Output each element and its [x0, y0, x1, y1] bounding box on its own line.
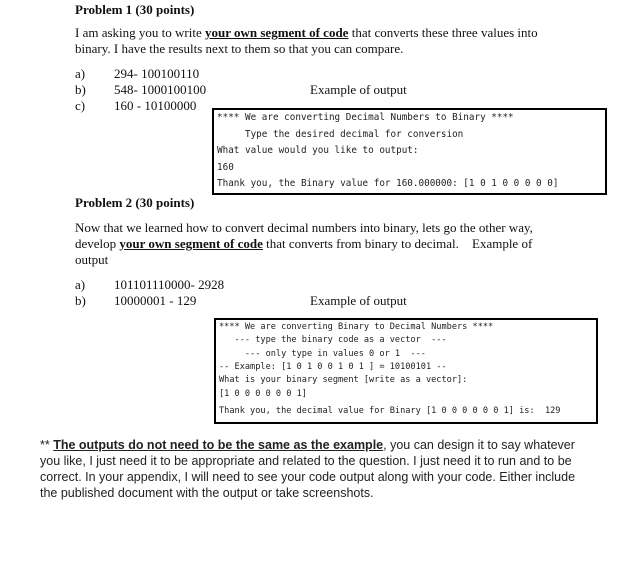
- console-line-4: -- Example: [1 0 1 0 0 1 0 1 ] = 10100101 --: [219, 361, 447, 372]
- problem-2-item-b-label: b): [75, 293, 86, 308]
- footer-prefix: **: [40, 438, 54, 452]
- console-line-3: --- only type in values 0 or 1 ---: [219, 348, 426, 359]
- problem-1-para-text-end: that converts these three values into: [348, 25, 538, 40]
- problem-2-item-b: 10000001 - 129: [114, 293, 197, 308]
- footer-text: , you can design it to say whatever you like, I just need it to be appropriate and related to the question. I just need it to run and to be correct. In your appendix, I will need to see your code output along with your code. Either include the published document with the output or take screenshots.: [40, 438, 576, 500]
- problem-1-item-b: 548- 1000100100: [114, 82, 207, 97]
- problem-2-title: Problem 2 (30 points): [75, 195, 195, 210]
- problem-1-para-text: I am asking you to write: [75, 25, 205, 40]
- console-line-2: Type the desired decimal for conversion: [217, 128, 464, 140]
- problem-1-item-c-label: c): [75, 98, 86, 113]
- footer-emphasis: The outputs do not need to be the same as the example: [53, 438, 384, 452]
- problem-1-paragraph-line-2: binary. I have the results next to them so that you can compare.: [75, 41, 404, 56]
- problem-2-para-text-end: that converts from binary to decimal.: [262, 236, 459, 251]
- problem-1-para-emphasis: your own segment of code: [204, 25, 349, 40]
- problem-2-console-screenshot: [214, 318, 598, 424]
- problem-1-item-b-label: b): [75, 82, 86, 97]
- console-line-2: --- type the binary code as a vector ---: [219, 335, 447, 346]
- problem-2-example-label: Example of output: [310, 293, 407, 308]
- console-line-4: 160: [217, 161, 234, 173]
- console-line-3: What value would you like to output:: [217, 145, 419, 156]
- console-line-1: **** We are converting Binary to Decimal Numbers ****: [219, 322, 494, 332]
- problem-1-paragraph-line-1: [75, 25, 538, 41]
- problem-1-title: Problem 1 (30 points): [75, 2, 195, 17]
- problem-2-item-a-label: a): [75, 277, 86, 292]
- problem-1-item-a-label: a): [75, 66, 86, 81]
- footer-note: [40, 437, 580, 501]
- problem-1-item-a: 294- 100100110: [114, 66, 200, 81]
- problem-2-paragraph-line-2: [75, 236, 459, 252]
- problem-2-paragraph-line-3: output: [75, 252, 109, 267]
- console-line-5: Thank you, the Binary value for 160.000000: [1 0 1 0 0 0 0 0]: [217, 178, 559, 189]
- console-line-6: [1 0 0 0 0 0 0 1]: [219, 388, 307, 399]
- problem-2-para-text: develop: [75, 236, 120, 251]
- problem-2-paragraph-line-1: Now that we learned how to convert decimal numbers into binary, lets go the other way,: [75, 220, 533, 235]
- problem-1-example-label: Example of output: [310, 82, 407, 97]
- problem-1-item-c: 160 - 10100000: [114, 98, 197, 113]
- console-line-1: **** We are converting Decimal Numbers to Binary ****: [217, 112, 514, 123]
- problem-2-example-inline: Example of: [472, 236, 533, 251]
- problem-2-para-emphasis: your own segment of code: [119, 236, 263, 251]
- problem-1-console-screenshot: [212, 108, 607, 195]
- console-line-7: Thank you, the decimal value for Binary [1 0 0 0 0 0 0 1] is: 129: [219, 406, 561, 416]
- problem-2-item-a: 101101110000- 2928: [114, 277, 225, 292]
- console-line-5: What is your binary segment [write as a vector]:: [219, 375, 468, 386]
